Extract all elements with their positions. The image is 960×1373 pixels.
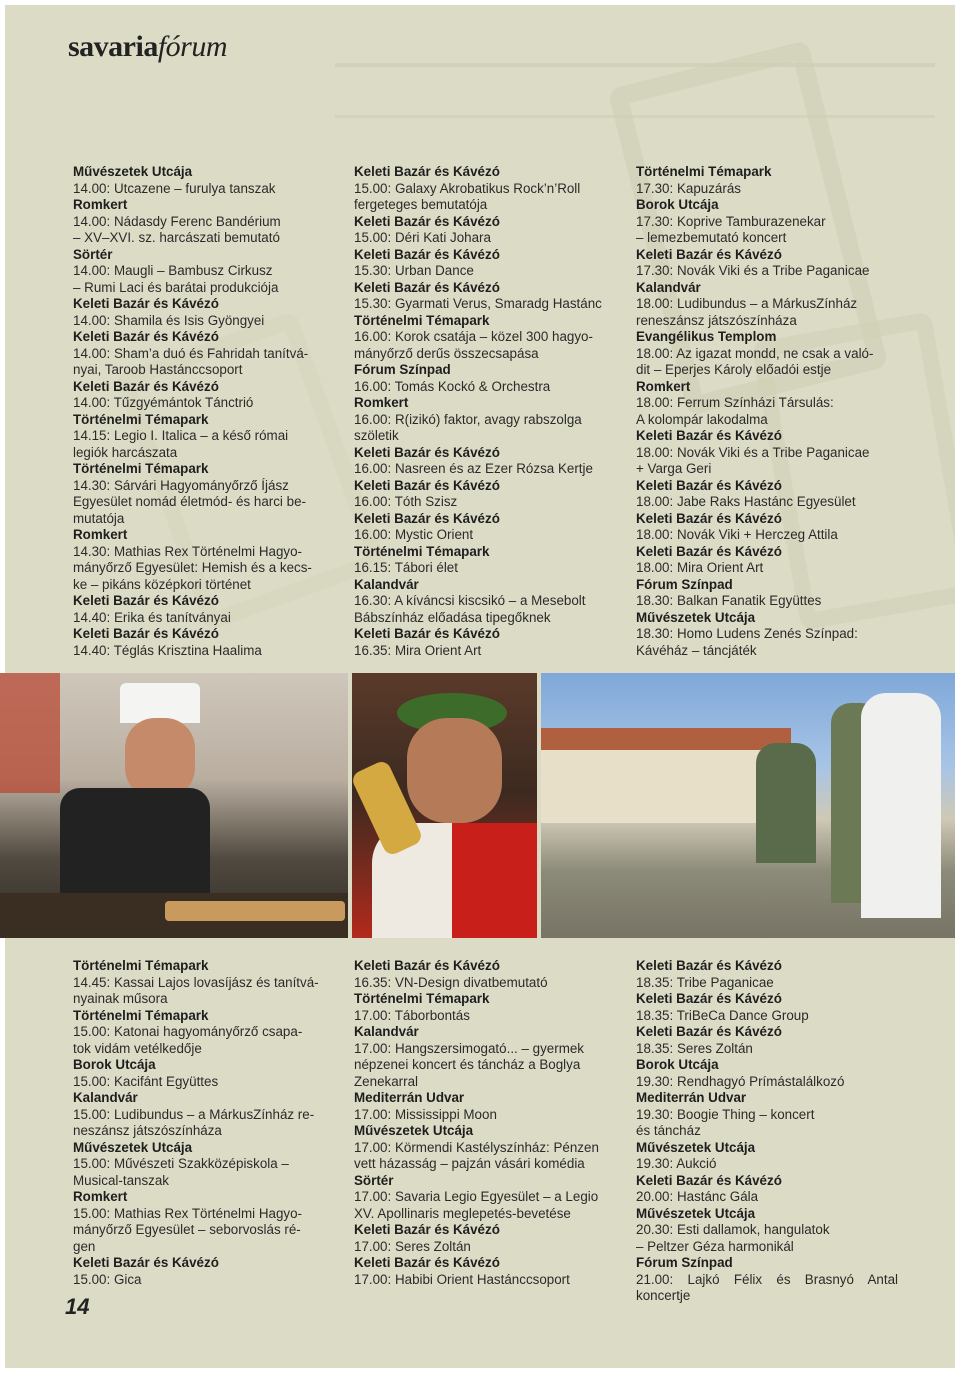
venue-heading: Borok Utcája [636, 1057, 719, 1072]
venue-heading: Keleti Bazár és Kávézó [354, 510, 500, 526]
program-entry: 16.00: Tóth Szisz [354, 494, 458, 509]
venue-heading: Keleti Bazár és Kávézó [636, 428, 782, 443]
program-entry: 16.30: A kíváncsi kiscsikó – a Mesebolt [354, 593, 586, 608]
program-entry: 16.00: Tomás Kockó & Orchestra [354, 378, 551, 394]
program-entry: 16.15: Tábori élet [354, 560, 458, 575]
program-entry: 15.00: Mathias Rex Történelmi Hagyo- [73, 1205, 302, 1221]
program-entry: 17.30: Novák Viki és a Tribe Paganicae [636, 263, 870, 278]
program-entry: 14.00: Tűzgyémántok Tánctrió [73, 395, 254, 410]
program-entry: és táncház [636, 1123, 701, 1138]
program-entry: legiók harcászata [73, 444, 178, 460]
photo-children-in-tunics [541, 673, 955, 938]
photo-cook-grilling [0, 673, 348, 938]
venue-heading: Keleti Bazár és Kávézó [636, 543, 782, 559]
program-entry: szöletik [354, 428, 399, 443]
venue-heading: Kalandvár [354, 1024, 419, 1039]
venue-heading: Keleti Bazár és Kávézó [73, 329, 219, 344]
venue-heading: Kalandvár [73, 1090, 138, 1105]
child-white-tunic-figure [861, 693, 941, 918]
venue-heading: Keleti Bazár és Kávézó [354, 246, 500, 262]
program-entry: 18.35: TriBeCa Dance Group [636, 1007, 809, 1023]
program-entry: 17.00: Seres Zoltán [354, 1238, 471, 1254]
venue-heading: Művészetek Utcája [73, 164, 193, 179]
program-entry: nyai, Taroob Hastánccsoport [73, 362, 243, 377]
program-entry: 16.35: Mira Orient Art [354, 642, 482, 658]
program-entry: Zenekarral [354, 1073, 419, 1089]
child-figure [756, 743, 816, 863]
program-entry: 14.00: Shamila és Isis Gyöngyei [73, 312, 265, 328]
venue-heading: Történelmi Témapark [73, 461, 209, 476]
program-entry: 19.30: Aukció [636, 1156, 717, 1171]
program-entry: 17.00: Hangszersimogató... – gyermek [354, 1040, 584, 1056]
program-entry: 20.30: Esti dallamok, hangulatok [636, 1222, 830, 1237]
red-toga-shape [452, 823, 537, 938]
program-entry: 15.00: Katonai hagyományőrző csapa- [73, 1024, 303, 1039]
program-entry: vett házasság – pajzán vásári komédia [354, 1156, 585, 1171]
program-entry: 21.00: Lajkó Félix és Brasnyó Antal koncertje [636, 1271, 898, 1303]
photo-strip [0, 673, 955, 938]
program-entry: Kávéház – táncjáték [636, 642, 757, 658]
venue-heading: Romkert [73, 527, 128, 542]
program-entry: mányőrző Egyesület: Hemish és a kecs- [73, 560, 312, 575]
venue-heading: Keleti Bazár és Kávézó [73, 593, 219, 608]
venue-heading: Romkert [354, 395, 409, 410]
venue-heading: Keleti Bazár és Kávézó [73, 378, 219, 394]
program-entry: 18.30: Balkan Fanatik Együttes [636, 593, 822, 608]
program-entry: népzenei koncert és táncház a Boglya [354, 1057, 581, 1072]
venue-heading: Keleti Bazár és Kávézó [73, 296, 219, 311]
program-entry: 19.30: Boogie Thing – koncert [636, 1106, 815, 1122]
program-entry: Bábszínház előadása tipegőknek [354, 609, 551, 625]
program-entry: ke – pikáns középkori történet [73, 576, 251, 592]
venue-heading: Keleti Bazár és Kávézó [354, 477, 500, 493]
venue-heading: Fórum Színpad [636, 576, 733, 592]
venue-heading: Keleti Bazár és Kávézó [73, 1255, 219, 1270]
program-entry: 18.00: Jabe Raks Hastánc Egyesület [636, 494, 856, 509]
program-entry: tok vidám vetélkedője [73, 1040, 202, 1056]
venue-heading: Művészetek Utcája [636, 609, 756, 625]
venue-heading: Kalandvár [354, 576, 419, 592]
venue-heading: Művészetek Utcája [636, 1139, 756, 1155]
program-entry: 17.00: Mississippi Moon [354, 1106, 497, 1122]
program-entry: 15.00: Művészeti Szakközépiskola – [73, 1156, 289, 1171]
venue-heading: Történelmi Témapark [354, 991, 490, 1006]
face-shape [125, 718, 195, 798]
venue-heading: Kalandvár [636, 279, 701, 295]
program-entry: 14.40: Téglás Krisztina Haalima [73, 642, 262, 658]
program-entry: 14.30: Mathias Rex Történelmi Hagyo- [73, 543, 302, 559]
program-entry: 17.00: Savaria Legio Egyesület – a Legio [354, 1189, 599, 1204]
program-entry: 15.00: Ludibundus – a MárkusZínház re- [73, 1106, 315, 1122]
program-entry: 17.00: Táborbontás [354, 1007, 470, 1023]
program-entry: 16.00: Korok csatája – közel 300 hagyo- [354, 329, 593, 344]
venue-heading: Keleti Bazár és Kávézó [354, 213, 500, 229]
program-entry: 18.00: Az igazat mondd, ne csak a való- [636, 345, 874, 361]
program-entry: 14.15: Legio I. Italica – a késő római [73, 428, 289, 443]
program-entry: 17.30: Kapuzárás [636, 180, 741, 196]
venue-heading: Mediterrán Udvar [636, 1090, 747, 1105]
program-entry: reneszánsz játszószínháza [636, 312, 797, 328]
program-entry: 16.35: VN-Design divatbemutató [354, 974, 548, 990]
program-entry: 15.30: Gyarmati Verus, Smaradg Hastánc [354, 296, 602, 311]
program-entry: 15.00: Gica [73, 1271, 142, 1287]
program-entry: 18.00: Ferrum Színházi Társulás: [636, 395, 834, 410]
program-entry: – XV–XVI. sz. harcászati bemutató [73, 230, 280, 245]
program-entry: gen [73, 1238, 96, 1254]
program-column-bottom-middle [354, 958, 612, 1288]
program-entry: 15.00: Kacifánt Együttes [73, 1073, 219, 1089]
building-shape [541, 743, 791, 823]
program-entry: 18.35: Seres Zoltán [636, 1040, 753, 1056]
magazine-logo [68, 30, 227, 64]
program-entry: 16.00: Mystic Orient [354, 527, 474, 542]
venue-heading: Művészetek Utcája [354, 1123, 474, 1138]
venue-heading: Történelmi Témapark [73, 1007, 209, 1023]
venue-heading: Művészetek Utcája [636, 1205, 756, 1221]
program-entry: 15.00: Galaxy Akrobatikus Rock’n’Roll [354, 180, 581, 196]
program-entry: 18.00: Ludibundus – a MárkusZínház [636, 296, 858, 311]
program-column-top-middle [354, 164, 612, 659]
venue-heading: Keleti Bazár és Kávézó [636, 510, 782, 526]
logo-part-savaria: savaria [68, 30, 158, 63]
program-entry: 14.40: Erika és tanítványai [73, 609, 231, 625]
program-entry: fergeteges bemutatója [354, 197, 488, 212]
program-column-bottom-right [636, 958, 898, 1305]
venue-heading: Keleti Bazár és Kávézó [636, 1024, 782, 1039]
venue-heading: Művészetek Utcája [73, 1139, 193, 1155]
venue-heading: Keleti Bazár és Kávézó [354, 1222, 500, 1237]
page-number: 14 [65, 1294, 90, 1319]
venue-heading: Történelmi Témapark [73, 958, 209, 973]
background-decoration [335, 63, 935, 67]
program-entry: 18.00: Novák Viki és a Tribe Paganicae [636, 444, 870, 460]
program-entry: 14.00: Maugli – Bambusz Cirkusz [73, 263, 273, 278]
program-entry: – lemezbemutató koncert [636, 230, 787, 245]
venue-heading: Mediterrán Udvar [354, 1090, 465, 1105]
program-entry: 17.00: Habibi Orient Hastánccsoport [354, 1271, 570, 1287]
program-entry: A kolompár lakodalma [636, 411, 768, 427]
venue-heading: Sörtér [73, 246, 113, 262]
venue-heading: Történelmi Témapark [636, 164, 772, 179]
program-column-top-right [636, 164, 898, 659]
venue-heading: Fórum Színpad [354, 362, 451, 377]
roof-shape [541, 728, 791, 750]
program-entry: dit – Eperjes Károly előadói estje [636, 362, 832, 377]
program-entry: 18.35: Tribe Paganicae [636, 974, 774, 990]
venue-heading: Történelmi Témapark [354, 312, 490, 328]
venue-heading: Evangélikus Templom [636, 329, 777, 344]
venue-heading: Borok Utcája [73, 1057, 156, 1072]
venue-heading: Borok Utcája [636, 197, 719, 212]
venue-heading: Keleti Bazár és Kávézó [636, 477, 782, 493]
program-entry: 17.30: Koprive Tamburazenekar [636, 213, 826, 229]
venue-heading: Romkert [73, 1189, 128, 1204]
program-entry: Musical-tanszak [73, 1172, 169, 1188]
program-entry: 15.30: Urban Dance [354, 263, 474, 278]
venue-heading: Történelmi Témapark [354, 543, 490, 559]
program-entry: 14.00: Sham’a duó és Fahridah tanítvá- [73, 345, 309, 361]
program-entry: 14.30: Sárvári Hagyományőrző Íjász [73, 477, 289, 493]
chef-hat-shape [120, 683, 200, 723]
program-entry: 20.00: Hastánc Gála [636, 1189, 759, 1204]
face-shape [407, 718, 502, 823]
program-entry: 15.00: Déri Kati Johara [354, 230, 491, 245]
venue-heading: Keleti Bazár és Kávézó [354, 279, 500, 295]
program-entry: mányőrző derűs összecsapása [354, 345, 539, 361]
program-entry: 14.45: Kassai Lajos lovasíjász és tanítvá- [73, 974, 319, 990]
venue-heading: Keleti Bazár és Kávézó [636, 246, 782, 262]
photo-detail [0, 673, 60, 793]
logo-part-forum: fórum [157, 30, 228, 63]
program-entry: 17.00: Körmendi Kastélyszínház: Pénzen [354, 1139, 599, 1155]
program-entry: 18.00: Novák Viki + Herczeg Attila [636, 527, 838, 542]
venue-heading: Keleti Bazár és Kávézó [354, 958, 500, 973]
venue-heading: Sörtér [354, 1172, 394, 1188]
program-entry: 14.00: Utcazene – furulya tanszak [73, 180, 276, 196]
body-shape [60, 788, 210, 898]
venue-heading: Keleti Bazár és Kávézó [636, 1172, 782, 1188]
program-entry: 16.00: Nasreen és az Ezer Rózsa Kertje [354, 461, 593, 476]
program-entry: mányőrző Egyesület – seborvoslás ré- [73, 1222, 301, 1237]
program-entry: neszánsz játszószínháza [73, 1123, 222, 1138]
venue-heading: Keleti Bazár és Kávézó [354, 164, 500, 179]
program-entry: mutatója [73, 510, 125, 526]
venue-heading: Fórum Színpad [636, 1255, 733, 1270]
program-entry: 14.00: Nádasdy Ferenc Bandérium [73, 213, 281, 229]
program-entry: nyainak műsora [73, 991, 168, 1006]
program-entry: 16.00: R(izikó) faktor, avagy rabszolga [354, 411, 582, 427]
venue-heading: Keleti Bazár és Kávézó [354, 444, 500, 460]
program-column-bottom-left [73, 958, 331, 1288]
venue-heading: Romkert [636, 378, 691, 394]
program-entry: 18.00: Mira Orient Art [636, 560, 764, 575]
program-entry: 19.30: Rendhagyó Prímástalálkozó [636, 1073, 845, 1089]
venue-heading: Romkert [73, 197, 128, 212]
venue-heading: Keleti Bazár és Kávézó [354, 626, 500, 641]
venue-heading: Keleti Bazár és Kávézó [354, 1255, 500, 1270]
program-entry: – Peltzer Géza harmonikál [636, 1238, 794, 1254]
food-shape [165, 901, 345, 921]
venue-heading: Keleti Bazár és Kávézó [636, 958, 782, 973]
program-entry: 18.30: Homo Ludens Zenés Színpad: [636, 626, 858, 641]
venue-heading: Történelmi Témapark [73, 411, 209, 427]
program-entry: XV. Apollinaris meglepetés-bevetése [354, 1205, 571, 1221]
program-entry: – Rumi Laci és barátai produkciója [73, 279, 279, 295]
program-entry: Egyesület nomád életmód- és harci be- [73, 494, 306, 509]
program-entry: + Varga Geri [636, 461, 712, 476]
venue-heading: Keleti Bazár és Kávézó [73, 626, 219, 641]
program-column-top-left [73, 164, 331, 659]
venue-heading: Keleti Bazár és Kávézó [636, 991, 782, 1006]
photo-roman-emperor [352, 673, 537, 938]
